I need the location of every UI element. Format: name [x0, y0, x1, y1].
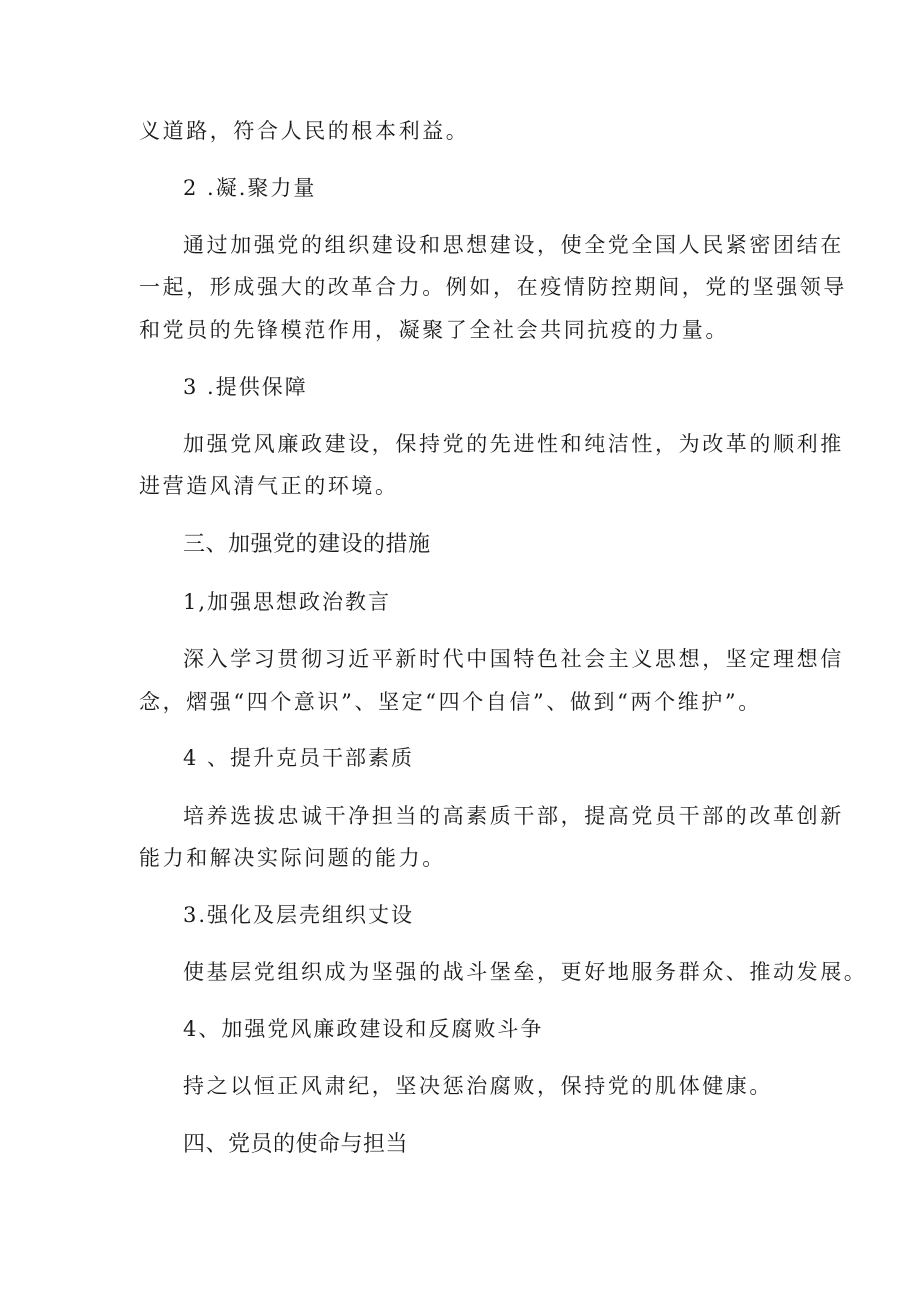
paragraph-line: 念，熠强“四个意识”、坚定“四个自信”、做到“两个维护”。 — [139, 690, 762, 714]
paragraph-line: 深入学习贯彻习近平新时代中国特色社会主义思想，坚定理想信 — [183, 647, 844, 671]
subheading-1: 1,加强思想政治教言 — [183, 590, 392, 614]
subheading-2-ningju: 2 .凝.聚力量 — [183, 176, 317, 200]
paragraph-line: 培养选拔忠诚干净担当的高素质干部，提高党员干部的改革创新 — [183, 804, 844, 828]
paragraph-line: 能力和解决实际问题的能力。 — [139, 846, 446, 870]
paragraph-continuation: 义道路，符合人民的根本利益。 — [139, 119, 470, 143]
paragraph-line: 和党员的先锋模范作用，凝聚了全社会共同抗疫的力量。 — [139, 318, 729, 342]
paragraph-line: 一起，形成强大的改革合力。例如，在疫情防控期间，党的坚强领导 — [139, 275, 847, 299]
section-heading-4: 四、党员的使命与担当 — [183, 1132, 409, 1157]
paragraph-line: 进营造风清气正的环境。 — [139, 474, 399, 498]
subheading-4: 4 、提升克员干部素质 — [183, 746, 415, 770]
subheading-3-baozhang: 3 .提供保障 — [183, 375, 308, 399]
subheading-4b: 4、加强党风廉政建设和反腐败斗争 — [183, 1017, 544, 1041]
paragraph-line: 加强党风廉政建设，保持党的先进性和纯洁性，为改革的顺利推 — [183, 432, 844, 456]
paragraph-line: 持之以恒正风肃纪，坚决惩治腐败，保持党的肌体健康。 — [183, 1074, 773, 1098]
paragraph-line: 使基层党组织成为坚强的战斗堡垒，更好地服务群众、推动发展。 — [183, 960, 868, 984]
section-heading-3: 三、加强党的建设的措施 — [183, 532, 431, 557]
subheading-3: 3.强化及层壳组织丈设 — [183, 903, 415, 927]
paragraph-line: 通过加强党的组织建设和思想建设，使全党全国人民紧密团结在 — [183, 233, 844, 257]
